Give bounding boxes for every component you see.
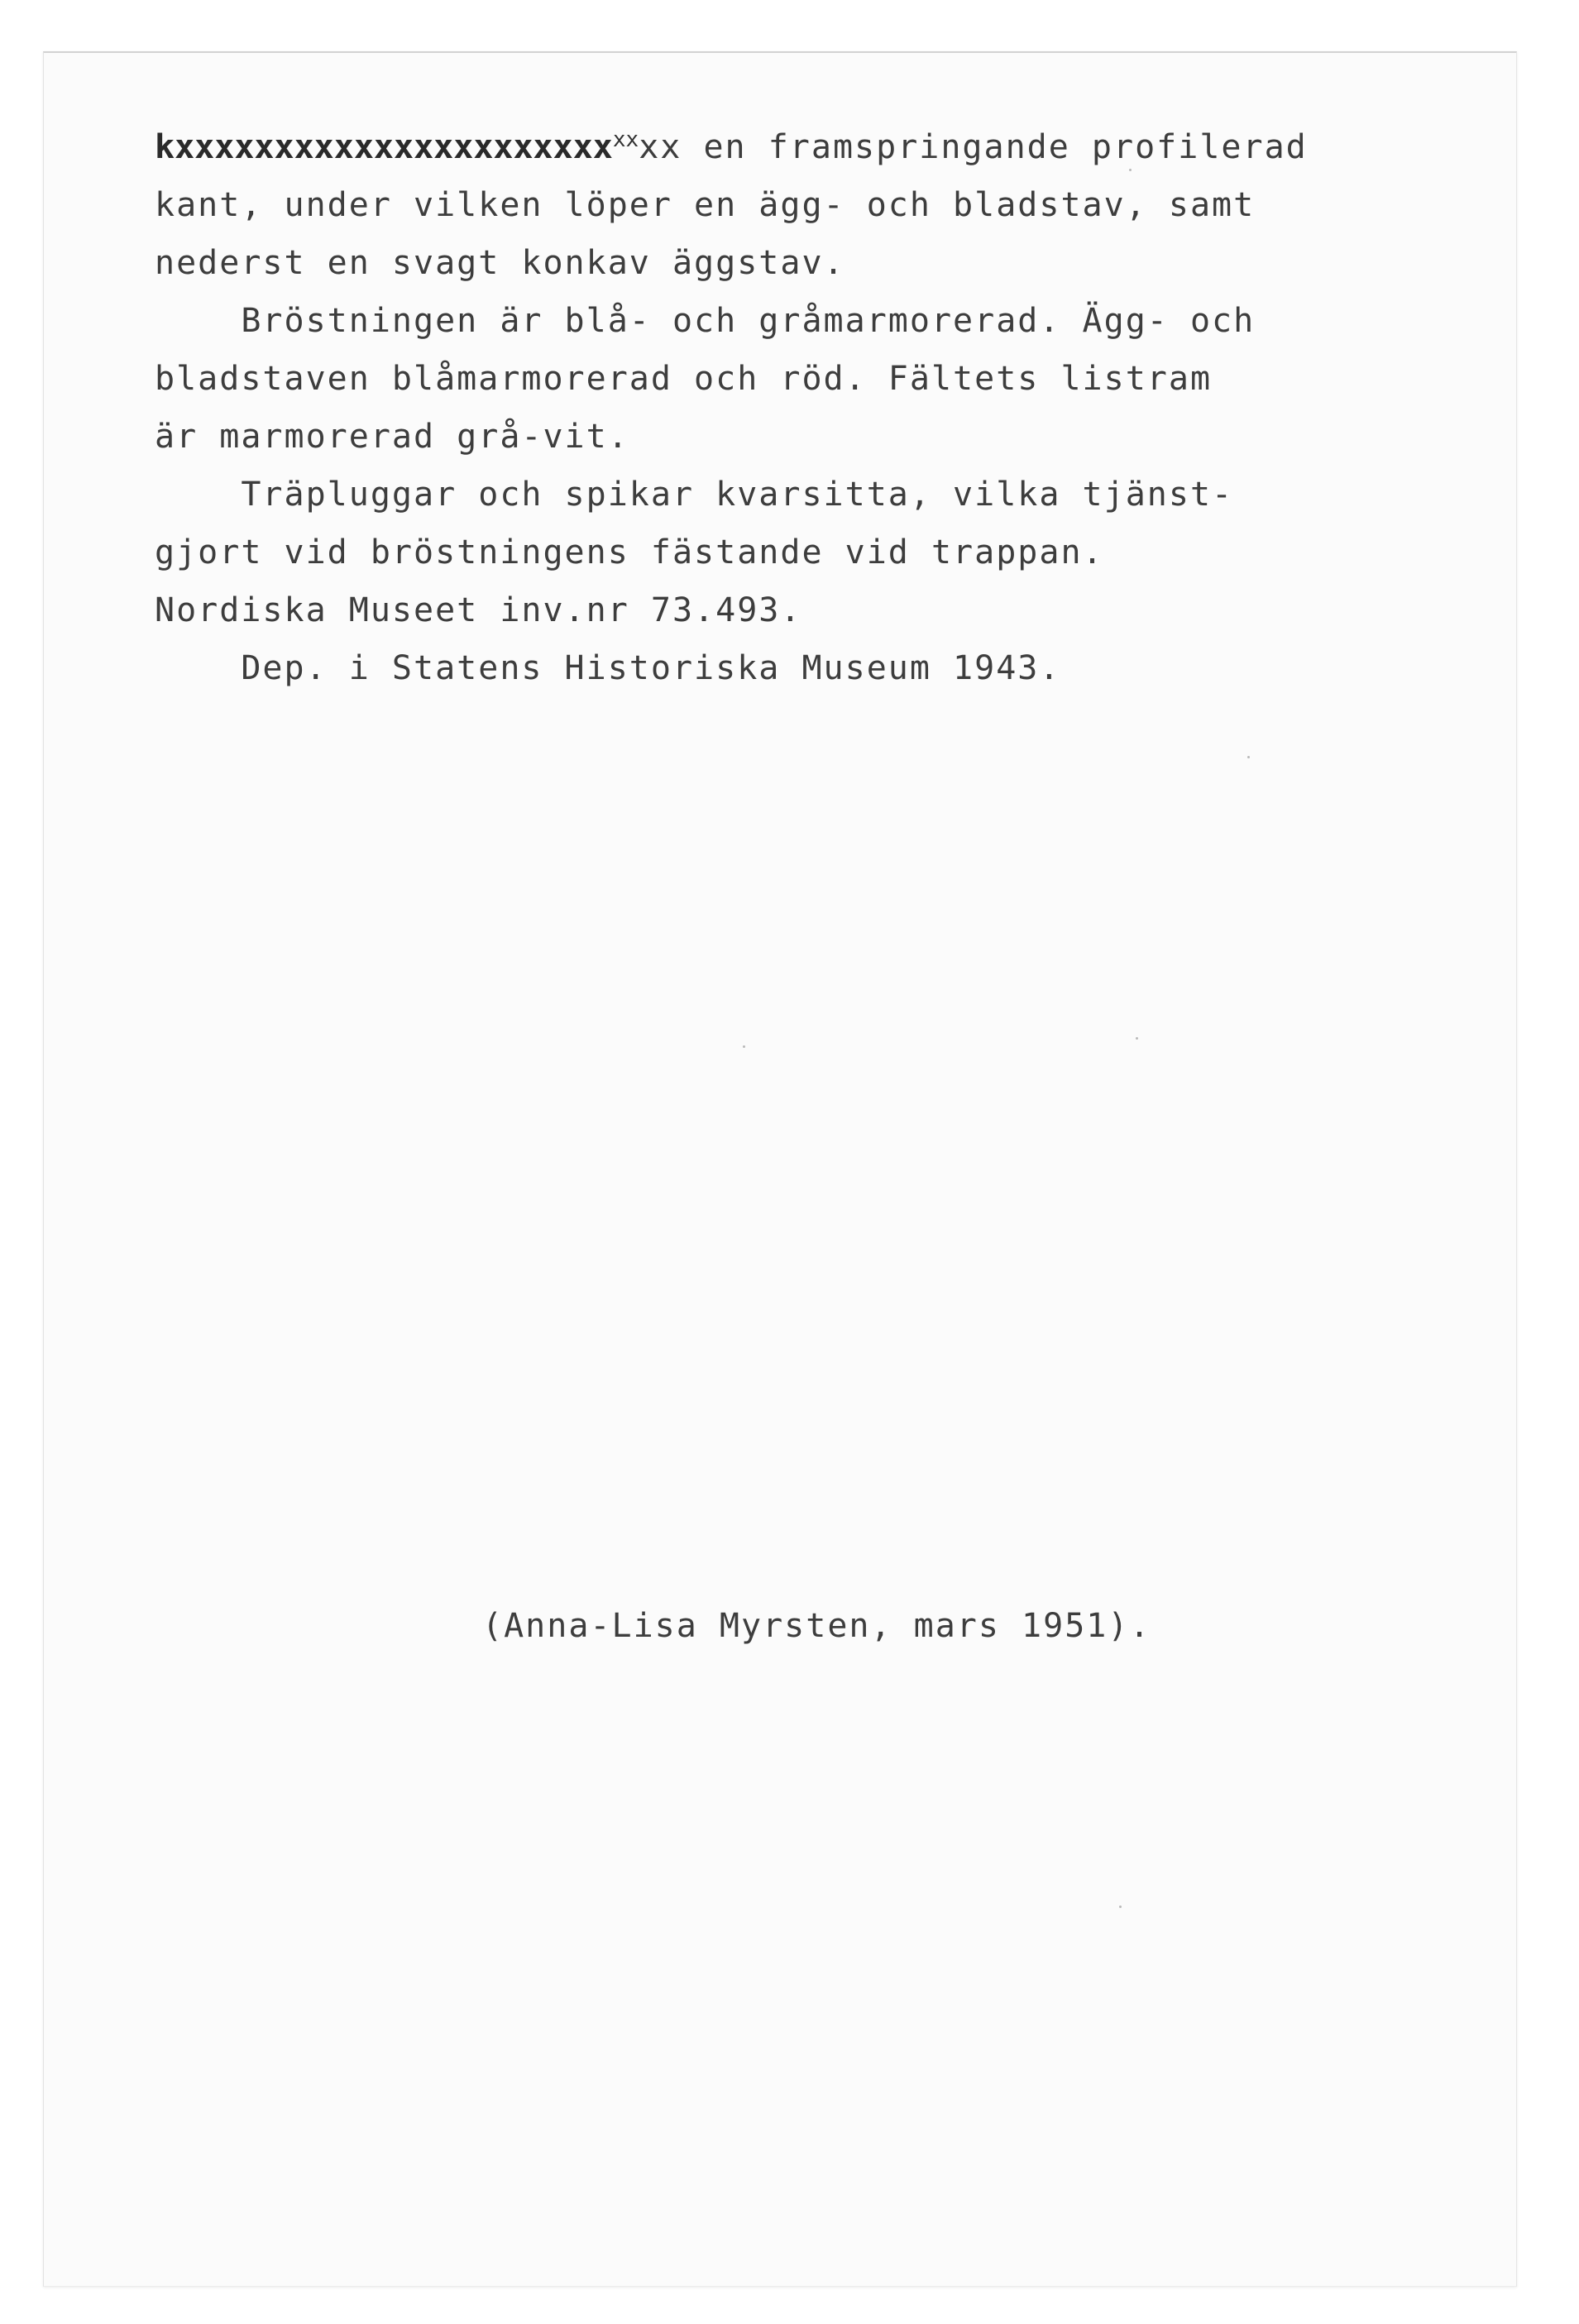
paper-speck — [743, 1045, 745, 1048]
text-line-6: är marmorerad grå-vit. — [155, 418, 629, 456]
text-line-8: gjort vid bröstningens fästande vid trappan. — [155, 533, 1104, 571]
author-date-signature: (Anna-Lisa Myrsten, mars 1951). — [482, 1607, 1151, 1645]
paper-speck — [1247, 756, 1250, 758]
struck-out-text: kxxxxxxxxxxxxxxxxxxxxxx — [155, 128, 613, 166]
line-1-text: xx en framspringande profilerad — [639, 128, 1308, 166]
paper-speck — [1136, 1037, 1138, 1040]
text-line-4: Bröstningen är blå- och gråmarmorerad. Ägg- och — [155, 302, 1256, 340]
text-line-2: kant, under vilken löper en ägg- och bladstav, samt — [155, 186, 1256, 224]
typewritten-page — [43, 51, 1517, 2287]
paper-speck — [1119, 1906, 1122, 1908]
superscript-correction: xx — [612, 127, 639, 152]
text-line-9: Nordiska Museet inv.nr 73.493. — [155, 591, 802, 629]
text-line-7: Träpluggar och spikar kvarsitta, vilka tjänst- — [155, 476, 1234, 514]
text-line-5: bladstaven blåmarmorerad och röd. Fältets listram — [155, 360, 1213, 398]
text-line-10: Dep. i Statens Historiska Museum 1943. — [155, 649, 1061, 687]
text-line-3: nederst en svagt konkav äggstav. — [155, 244, 845, 282]
paper-speck — [1129, 169, 1132, 171]
